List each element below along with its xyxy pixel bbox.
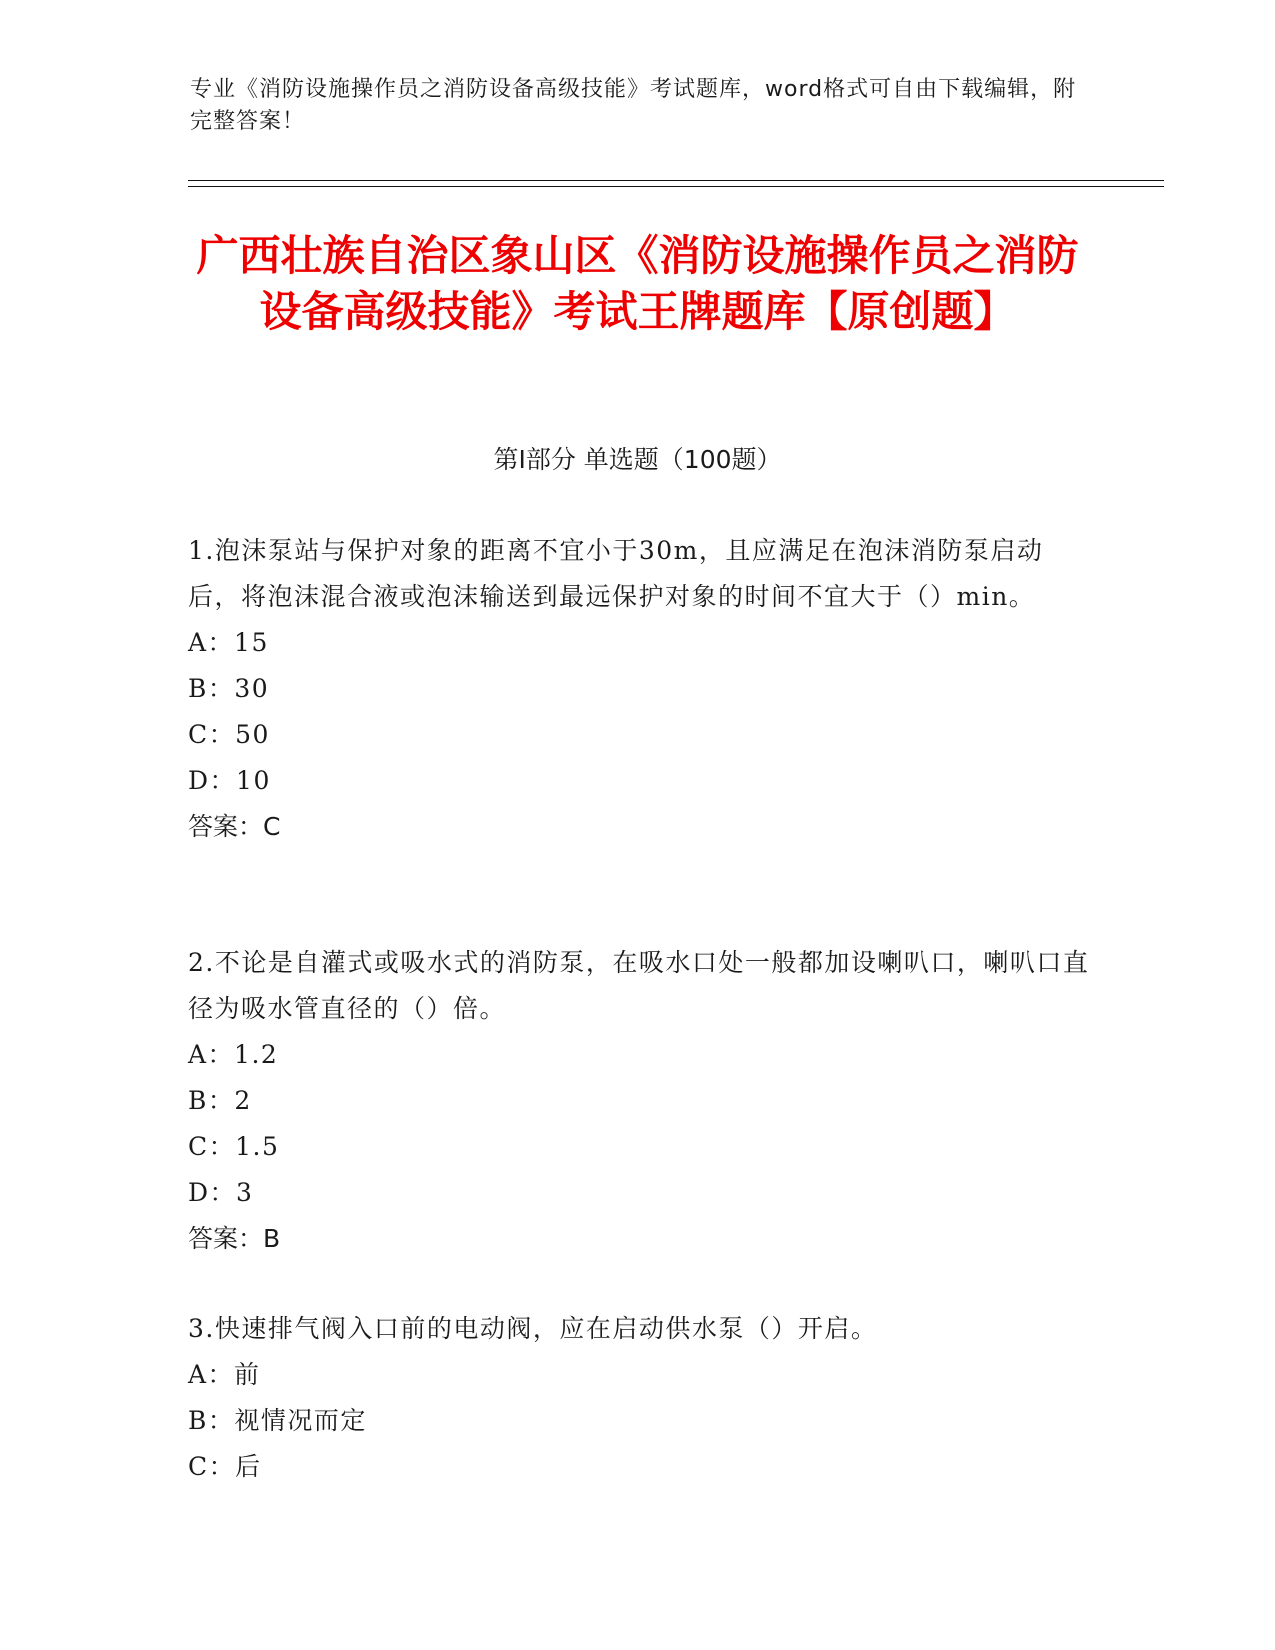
question-2 <box>188 940 1093 1262</box>
option-c: C：后 <box>188 1452 262 1481</box>
header-divider-bottom <box>188 186 1164 187</box>
question-stem: 1.泡沫泵站与保护对象的距离不宜小于30m，且应满足在泡沫消防泵启动后，将泡沫混合液或泡沫输送到最远保护对象的时间不宜大于（）min。 <box>188 536 1044 611</box>
option-d: D：3 <box>188 1178 254 1207</box>
option-b: B：30 <box>188 674 270 703</box>
option-a: A：1.2 <box>188 1040 279 1069</box>
document-title: 广西壮族自治区象山区《消防设施操作员之消防设备高级技能》考试王牌题库【原创题】 <box>196 231 1079 336</box>
question-stem: 2.不论是自灌式或吸水式的消防泵，在吸水口处一般都加设喇叭口，喇叭口直径为吸水管直径的（）倍。 <box>188 948 1090 1023</box>
option-c: C：50 <box>188 720 270 749</box>
answer: 答案：C <box>188 812 281 841</box>
question-1 <box>188 528 1093 850</box>
section-heading: 第I部分 单选题（100题） <box>493 445 782 474</box>
question-stem: 3.快速排气阀入口前的电动阀，应在启动供水泵（）开启。 <box>188 1314 878 1343</box>
header-note: 专业《消防设施操作员之消防设备高级技能》考试题库，word格式可自由下载编辑，附完整答案！ <box>190 77 1077 134</box>
option-b: B：2 <box>188 1086 252 1115</box>
option-a: A：15 <box>188 628 269 657</box>
option-c: C：1.5 <box>188 1132 280 1161</box>
header-divider-top <box>188 180 1164 181</box>
question-3 <box>188 1306 1093 1490</box>
option-a: A：前 <box>188 1360 261 1389</box>
answer: 答案：B <box>188 1224 281 1253</box>
option-d: D：10 <box>188 766 271 795</box>
option-b: B：视情况而定 <box>188 1406 367 1435</box>
